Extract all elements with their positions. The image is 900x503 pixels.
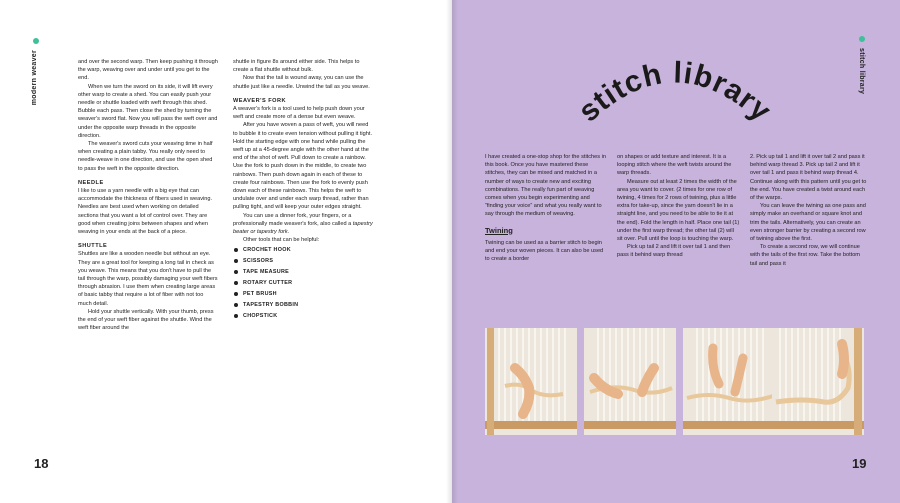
paragraph: When we turn the sword on its side, it will lift every other warp to create a shed. You can easily push your needle or shuttle loaded with weft through this shed. Bubble each pass. Then close the shed by turning the weaver's sword flat. Now you will pass the weft over and under the opposite warp threads in the opposite direction. — [78, 83, 218, 139]
page-number-right: 19 — [852, 456, 867, 471]
paragraph: Hold your shuttle vertically. With your thumb, press the end of your weft fiber against the shuttle. Wind the weft fiber around the — [78, 308, 214, 332]
twining-step-3-photo — [683, 328, 775, 435]
page-title — [560, 40, 790, 150]
needle-heading: NEEDLE — [78, 179, 104, 186]
paragraph: Now that the tail is wound away, you can use the shuttle just like a needle. Unwind the tail as you weave. — [233, 75, 370, 90]
paragraph: A weaver's fork is a tool used to help push down your weft and create more of a dense but even weave. — [233, 106, 365, 121]
paragraph: Measure out at least 2 times the width of the area you want to cover. (2 times for one row of twining, 4 times for 2 rows of twining, plus a little extra for take-up, since the yarn doesn't lie in a straight line, and you need to be able to tie it at the end). Fold the length in half. Place one tail (1) under the first warp thread; the other tail (2) will sit over. Pull until the loop is touching the warp. — [617, 178, 740, 243]
list-item: ROTARY CUTTER — [233, 278, 373, 289]
paragraph: and over the second warp. Then keep pushing it through the warp, weaving over and under until you get to the end. — [78, 59, 218, 82]
paragraph: Twining can be used as a barrier stitch to begin and end your woven pieces. It can also be used to create a border — [485, 239, 604, 263]
twining-step-1-photo — [485, 328, 577, 435]
svg-text:stitch library — [572, 56, 777, 128]
list-item: SCISSORS — [233, 256, 373, 267]
fork-italic-text: tapestry beater or tapestry fork. — [233, 220, 373, 236]
gutter-shadow — [446, 0, 458, 503]
fork-text-span: You can use a dinner fork, your fingers, or a professionally made weaver's fork, also called a — [233, 212, 353, 227]
weavers-fork-heading: WEAVER'S FORK — [233, 97, 287, 104]
twining-step-4-photo — [772, 328, 864, 435]
paragraph — [233, 212, 373, 237]
paragraph: 2. Pick up tail 1 and lift it over tail 2 and pass it behind warp thread 3. Pick up tail 2 and lift it over tail 1 and pass it behind warp thread 4. Continue along with this pattern until you get to the end. You have created a twist around each of the warps. — [750, 154, 867, 202]
other-tools-intro: Other tools that can be helpful: — [243, 237, 320, 244]
list-item: PET BRUSH — [233, 289, 373, 300]
right-column-2 — [617, 153, 741, 260]
page-title-text: stitch library — [572, 56, 778, 129]
list-item: TAPESTRY BOBBIN — [233, 300, 373, 311]
tools-list — [233, 245, 373, 322]
right-column-3 — [750, 153, 868, 268]
running-head-right: stitch library — [858, 48, 865, 95]
section-dot-right — [859, 36, 865, 42]
left-column-1 — [78, 58, 218, 333]
paragraph: I like to use a yarn needle with a big eye that can accommodate the thickness of fibers used in weaving. Needles are best used when working on detailed sections that you want a lot of control over. They are good when creating joins between shapes and when weaving in your ends at the back of a piece. — [78, 188, 213, 236]
twining-heading: Twining — [485, 225, 513, 235]
paragraph: Shuttles are like a wooden needle but without an eye. They are a great tool for keeping a long tail in check as you weave. This means that you don't have to pull the tail through the warp, possibly damaging your weft fibers through abrasion. I use them when creating large areas of basic tabby that require a lot of fiber with not too much detail. — [78, 251, 218, 307]
paragraph: You can leave the twining as one pass and simply make an overhand or square knot and trim the tails. Alternatively, you can create an even stronger barrier by creating a second row of twining above the first. — [750, 203, 866, 243]
list-item: CROCHET HOOK — [233, 245, 373, 256]
right-column-1 — [485, 153, 607, 263]
paragraph: shuttle in figure 8s around either side. This helps to create a flat shuttle without bulk. — [233, 59, 360, 74]
twining-photo-strip — [485, 328, 864, 435]
page-number-left: 18 — [34, 456, 49, 471]
paragraph: To create a second row, we will continue with the tails of the first row. Take the bottom tail and pass it — [750, 244, 860, 267]
twining-step-2-photo — [584, 328, 676, 435]
section-dot-left — [33, 38, 39, 44]
running-head-left: modern weaver — [31, 50, 38, 106]
paragraph: The weaver's sword cuts your weaving time in half when creating a plain tabby. You really only need to needle-weave in one direction, and use the open shed to pass the weft in the opposite direction. — [78, 141, 213, 172]
shuttle-heading: SHUTTLE — [78, 243, 108, 250]
paragraph: After you have woven a pass of weft, you will need to bubble it to create even tension without pulling it tight. Hold the starting edge with one hand while pulling the weft up at a 45-degree angle with the other hand at the end of the shot of weft. Pull down to create a rainbow. Use the fork to push down in the middle, to create two rainbows. Then push down again in each of these to create four rainbows. Then use the fork to evenly push down each of these rainbows. This helps the weft to undulate over and under each warp thread, rather than pulling tight, and will keep your outer edges straight. — [233, 122, 372, 211]
paragraph: I have created a one-stop shop for the stitches in this book. Once you have mastered these stitches, they can be mixed and matched in a number of ways to create new and exciting combinations. The really fun part of weaving comes when you begin experimenting and “finding your voice” and what you really want to say through the medium of weaving. — [485, 154, 606, 218]
list-item: TAPE MEASURE — [233, 267, 373, 278]
list-item: CHOPSTICK — [233, 311, 373, 322]
left-column-2 — [233, 58, 373, 322]
paragraph: Pick up tail 2 and lift it over tail 1 and then pass it behind warp thread — [617, 244, 731, 259]
paragraph: on shapes or add texture and interest. It is a looping stitch where the weft twists around the warp threads. — [617, 154, 732, 177]
